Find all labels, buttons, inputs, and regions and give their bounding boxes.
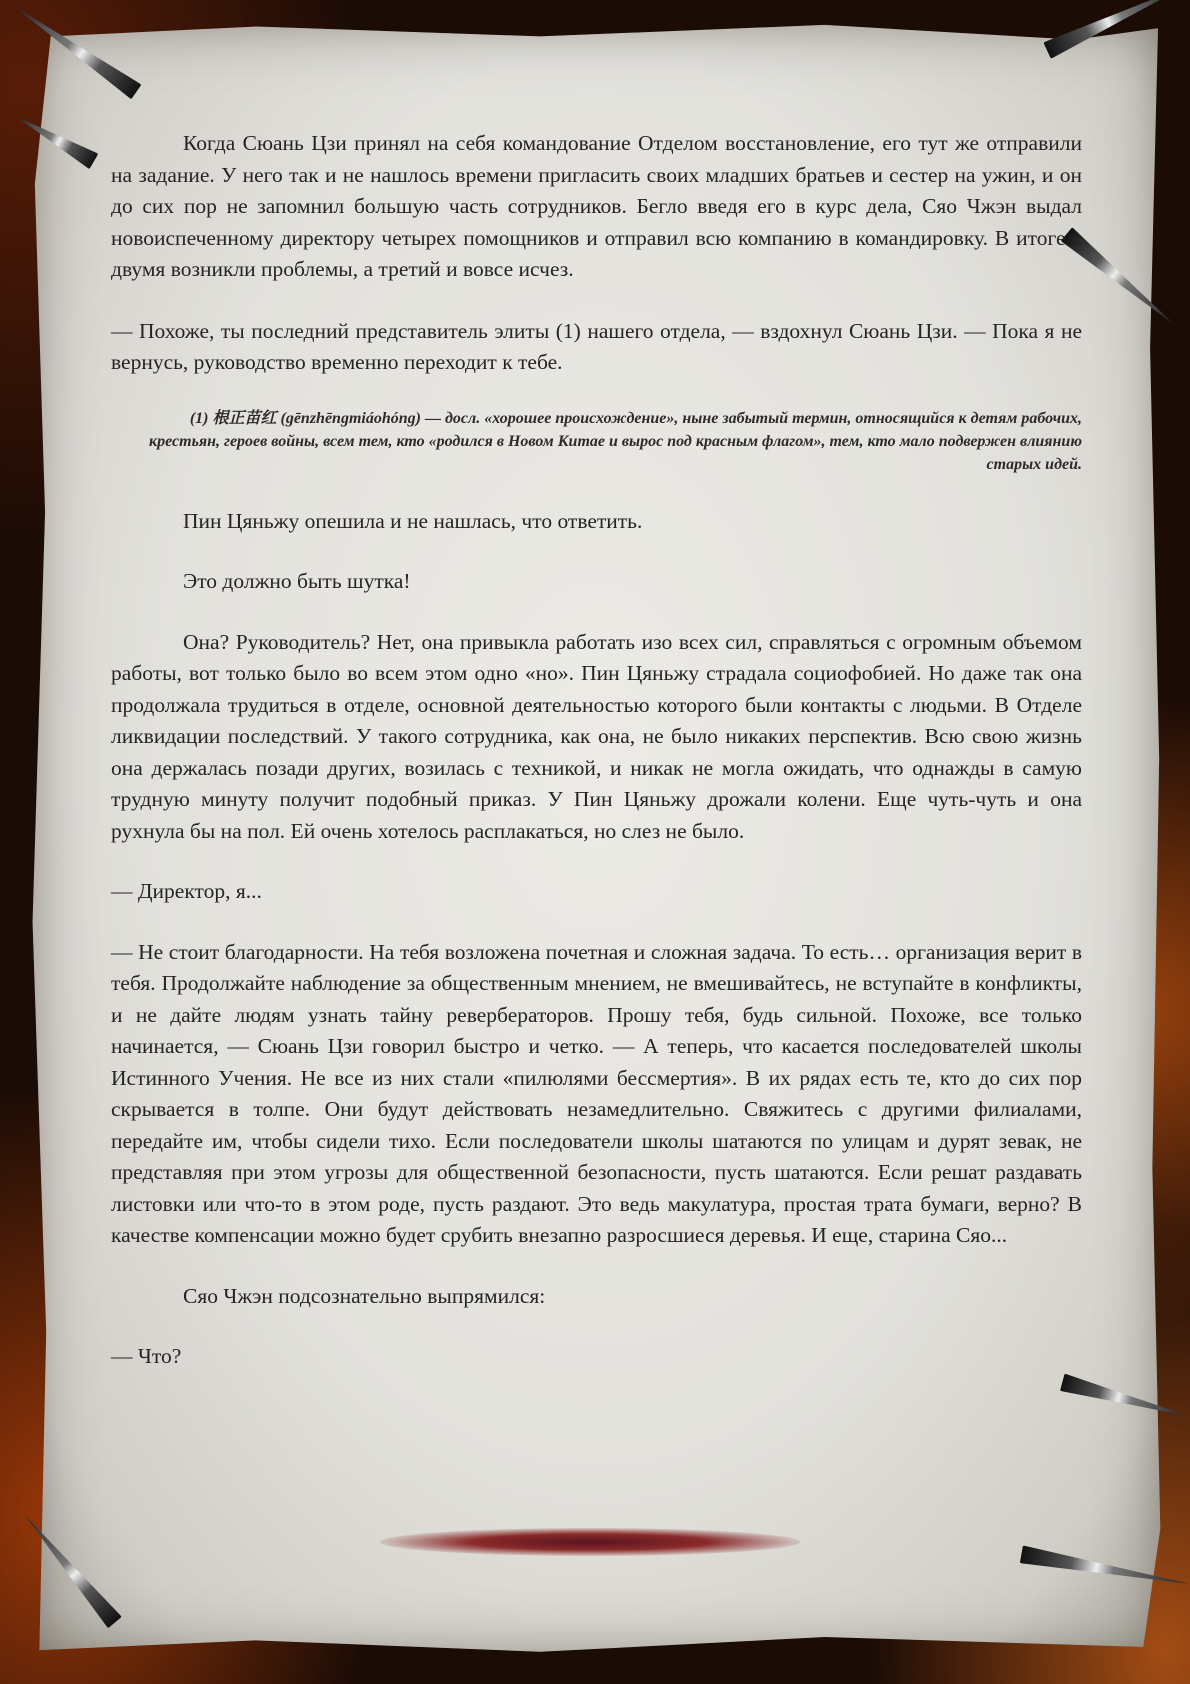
- document-body: [111, 128, 1082, 1373]
- paragraph: Пин Цяньжу опешила и не нашлась, что ответить.: [183, 508, 643, 533]
- paragraph: — Не стоит благодарности. На тебя возложена почетная и сложная задача. То есть… организация верит в тебя. Продолжайте наблюдение за общественным мнением, не вмешивайтесь, не вступайте в конфликты, и не дайте людям узнать тайну ревербераторов. Прошу тебя, будь сильной. Похоже, все только начинается, — Сюань Цзи говорил быстро и четко. — А теперь, что касается последователей школы Истинного Учения. Не все из них стали «пилюлями бессмертия». В их рядах есть те, кто до сих пор скрывается в толпе. Они будут действовать незамедлительно. Свяжитесь с другими филиалами, передайте им, чтобы сидели тихо. Если последователи школы шатаются по улицам и дурят зевак, не представляя при этом угрозы для общественной безопасности, пусть шатаются. Если решат раздавать листовки или что-то в этом роде, пусть раздают. Это ведь макулатура, простая трата бумаги, верно? В качестве компенсации можно будет срубить внезапно разросшиеся деревья. И еще, старина Сяо...: [111, 939, 1082, 1247]
- paragraph: — Директор, я...: [111, 879, 262, 903]
- paragraph: Сяо Чжэн подсознательно выпрямился:: [183, 1283, 546, 1308]
- paragraph: Когда Сюань Цзи принял на себя командование Отделом восстановление, его тут же отправили на задание. У него так и не нашлось времени пригласить своих младших братьев и сестер на ужин, и он до сих пор не запомнил большую часть сотрудников. Бегло введя его в курс дела, Сяо Чжэн выдал новоиспеченному директору четырех помощников и отправил всю компанию в командировку. В итоге с двумя возникли проблемы, а третий и вовсе исчез.: [111, 131, 1082, 281]
- burn-mark: [380, 1528, 800, 1556]
- paragraph: — Похоже, ты последний представитель элиты (1) нашего отдела, — вздохнул Сюань Цзи. — Пока я не вернусь, руководство временно переходит к тебе.: [111, 318, 1082, 374]
- paragraph: Это должно быть шутка!: [183, 569, 411, 593]
- paragraph: Она? Руководитель? Нет, она привыкла работать изо всех сил, справляться с огромным объемом работы, вот только было во всем этом одно «но». Пин Цяньжу страдала социофобией. Но даже так она продолжала трудиться в отделе, основной деятельностью которого были контакты с людьми. В Отделе ликвидации последствий. У такого сотрудника, как она, не было никаких перспектив. Всю свою жизнь она держалась позади других, возилась с техникой, и никак не могла ожидать, что однажды в самую трудную минуту получит подобный приказ. У Пин Цяньжу дрожали колени. Еще чуть-чуть и она рухнула бы на пол. Ей очень хотелось расплакаться, но слез не было.: [111, 629, 1082, 843]
- paragraph: — Что?: [111, 1344, 182, 1368]
- footnote: (1) 根正苗红 (gēnzhēngmiáohóng) — досл. «хорошее происхождение», ныне забытый термин, относящийся к детям рабочих, крестьян, героев войны, всем тем, кто «родился в Новом Китае и вырос под красным флагом», тем, кто мало подвержен влиянию старых идей.: [149, 409, 1082, 473]
